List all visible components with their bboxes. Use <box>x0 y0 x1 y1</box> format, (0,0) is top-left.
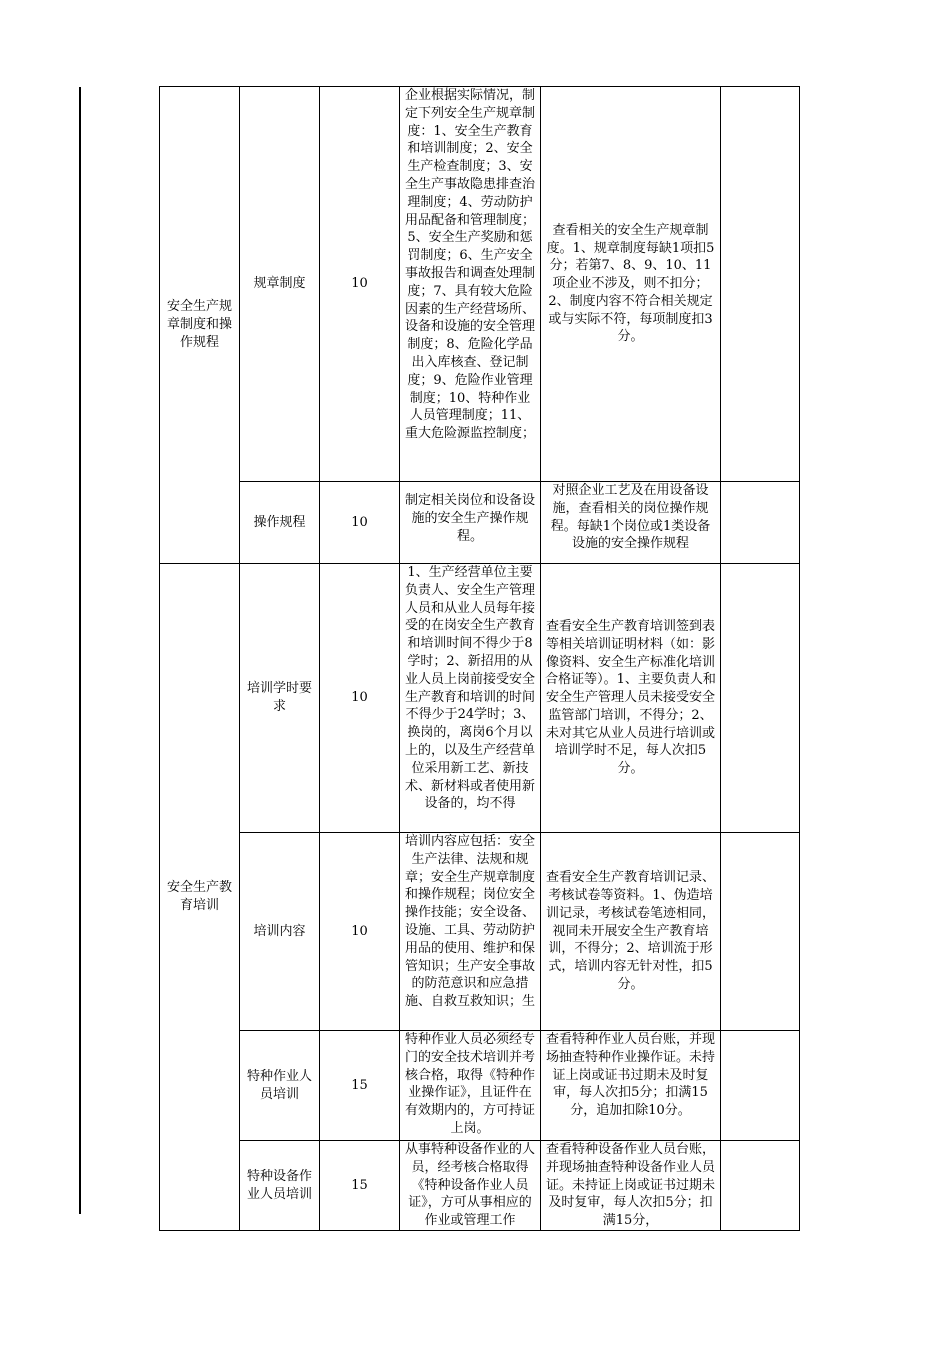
criteria-cell: 查看安全生产教育培训记录、考核试卷等资料。1、伪造培训记录，考核试卷笔迹相同，视同未开展安全生产教育培训，不得分；2、培训流于形式，培训内容无针对性，扣5分。 <box>541 833 721 1031</box>
remark-cell <box>721 564 800 833</box>
category-name: 安全生产教育培训 <box>166 880 232 913</box>
remark-cell <box>721 1141 800 1231</box>
category-name: 安全生产规章制度和操作规程 <box>166 299 232 350</box>
left-margin-line <box>79 87 81 1214</box>
assessment-table <box>159 86 800 1231</box>
table-row <box>160 482 800 564</box>
item-cell: 特种设备作业人员培训 <box>240 1141 320 1231</box>
remark-cell <box>721 1031 800 1141</box>
score-cell: 15 <box>320 1031 400 1141</box>
criteria-cell: 查看特种设备作业人员台账，并现场抽查特种设备作业人员证。未持证上岗或证书过期未及时复审，每人次扣5分；扣满15分， <box>541 1141 721 1231</box>
content-cell: 1、生产经营单位主要负责人、安全生产管理人员和从业人员每年接受的在岗安全生产教育和培训时间不得少于8学时；2、新招用的从业人员上岗前接受安全生产教育和培训的时间不得少于24学时；3、换岗的，离岗6个月以上的，以及生产经营单位采用新工艺、新技术、新材料或者使用新设备的，均不得 <box>400 564 541 833</box>
table-row <box>160 87 800 482</box>
table-row <box>160 564 800 833</box>
remark-cell <box>721 482 800 564</box>
content-cell: 企业根据实际情况，制定下列安全生产规章制度：1、安全生产教育和培训制度；2、安全生产检查制度；3、安全生产事故隐患排查治理制度；4、劳动防护用品配备和管理制度；5、安全生产奖励和惩罚制度；6、生产安全事故报告和调查处理制度；7、具有较大危险因素的生产经营场所、设备和设施的安全管理制度；8、危险化学品出入库核查、登记制度；9、危险作业管理制度；10、特种作业人员管理制度；11、重大危险源监控制度； <box>400 87 541 482</box>
score-cell: 10 <box>320 482 400 564</box>
score-cell: 10 <box>320 833 400 1031</box>
remark-cell <box>721 833 800 1031</box>
criteria-cell: 查看安全生产教育培训签到表等相关培训证明材料（如：影像资料、安全生产标准化培训合格证等）。1、主要负责人和安全生产管理人员未接受安全监管部门培训，不得分；2、未对其它从业人员进行培训或培训学时不足，每人次扣5分。 <box>541 564 721 833</box>
score-cell: 10 <box>320 87 400 482</box>
content-cell: 特种作业人员必须经专门的安全技术培训并考核合格，取得《特种作业操作证》，且证件在有效期内的，方可持证上岗。 <box>400 1031 541 1141</box>
item-cell: 规章制度 <box>240 87 320 482</box>
criteria-cell: 对照企业工艺及在用设备设施，查看相关的岗位操作规程。每缺1个岗位或1类设备设施的安全操作规程 <box>541 482 721 564</box>
item-cell: 操作规程 <box>240 482 320 564</box>
category-cell <box>160 564 240 1231</box>
remark-cell <box>721 87 800 482</box>
table-row <box>160 833 800 1031</box>
table-row <box>160 1031 800 1141</box>
content-cell: 培训内容应包括：安全生产法律、法规和规章；安全生产规章制度和操作规程；岗位安全操作技能；安全设备、设施、工具、劳动防护用品的使用、维护和保管知识；生产安全事故的防范意识和应急措施、自救互救知识；生 <box>400 833 541 1031</box>
item-cell: 培训学时要求 <box>240 564 320 833</box>
score-cell: 10 <box>320 564 400 833</box>
table-row <box>160 1141 800 1231</box>
item-cell: 特种作业人员培训 <box>240 1031 320 1141</box>
content-cell: 制定相关岗位和设备设施的安全生产操作规程。 <box>400 482 541 564</box>
category-cell <box>160 87 240 564</box>
criteria-cell: 查看特种作业人员台账，并现场抽查特种作业操作证。未持证上岗或证书过期未及时复审，每人次扣5分；扣满15分，追加扣除10分。 <box>541 1031 721 1141</box>
criteria-cell: 查看相关的安全生产规章制度。1、规章制度每缺1项扣5分；若第7、8、9、10、11项企业不涉及，则不扣分；2、制度内容不符合相关规定或与实际不符，每项制度扣3分。 <box>541 87 721 482</box>
item-cell: 培训内容 <box>240 833 320 1031</box>
score-cell: 15 <box>320 1141 400 1231</box>
content-cell: 从事特种设备作业的人员，经考核合格取得《特种设备作业人员证》，方可从事相应的作业或管理工作 <box>400 1141 541 1231</box>
